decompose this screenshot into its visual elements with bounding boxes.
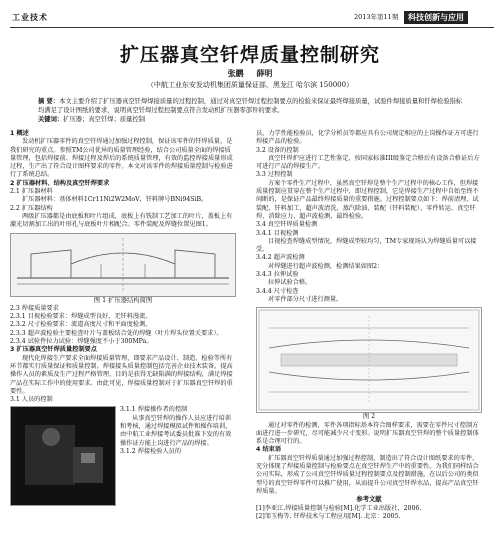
diffuser-drawing (11, 234, 235, 296)
paragraph: 两级扩压器都是由底板和叶片组成，底板上有铣制工艺加工的叶片，盖板上有激光切割加工出的叶形孔与底板叶片相配合。零件装配及焊缝位置见图1。 (10, 212, 233, 229)
right-column (256, 130, 482, 521)
references-title: 参考文献 (356, 496, 382, 504)
authors: 张鹏 薛明 (227, 68, 273, 78)
header-divider (10, 27, 494, 28)
subheading: 2.3 焊接质量要求 (10, 304, 59, 312)
paragraph: 目视检查焊缝成型情况，焊缝成型较均匀，TM专家现场认为焊缝质量可以接受。 (256, 237, 477, 254)
affiliation: （中航工业东安发动机集团质量保证部，黑龙江 哈尔滨 150000） (146, 81, 354, 89)
heading-1: 1 概述 (10, 130, 29, 137)
heading-4: 4 结束语 (256, 446, 282, 454)
subheading: 2.1 扩压器材料 (10, 188, 53, 196)
keywords-label: 关键词： (38, 116, 64, 123)
paragraph: 2.3.1 目视检验要求：焊缝成型良好，无钎料漫流。 (10, 313, 152, 321)
reference-item: [1]李亚江.焊接质量控制与检验[M].化学工业出版社，2006. (256, 504, 422, 512)
welding-operator-image (11, 407, 115, 505)
abstract-text: 本文主要介绍了扩压器真空钎焊焊接质量的过程控制，通过对真空钎焊过程控制要点的检验来保证最终焊接质量，试验件焊接质量和钎焊检验指标均满足了设计图纸的要求，说明真空钎焊过程控制要点符合发动机扩压器零部件的要求。 (38, 98, 463, 114)
subheading: 3.1.1 焊接操作者的控制 (120, 406, 188, 414)
subheading: 2.2 扩压器结构 (10, 204, 53, 212)
subheading: 3.4.1 目视检测 (256, 229, 299, 237)
operator-photo (10, 406, 116, 506)
paragraph: 2.3.4 试验件拉力试验：焊缝强度不小于300MPa。 (10, 338, 153, 346)
subheading: 3.4 真空钎焊质量检测 (256, 221, 318, 229)
figure-2-ultrasonic-result (256, 307, 482, 413)
journal-section: 工业技术 (12, 13, 48, 22)
paragraph: 对焊缝进行超声波检测，检测结果如图2： (268, 262, 384, 270)
section-3-1-block (10, 406, 236, 506)
paragraph: 对零件部分尺寸进行测量。 (268, 295, 343, 303)
left-column (10, 130, 236, 506)
subheading: 3.3 过程控制 (256, 171, 293, 179)
keywords: 扩压器；真空钎焊；质量控制 (63, 116, 146, 123)
paragraph: 2.3.2 尺寸检验要求：流道高度尺寸和平面度检测。 (10, 321, 152, 329)
section-badge: 科技创新与应用 (404, 11, 468, 24)
abstract (38, 97, 468, 124)
issue-number: 2013年第11期 (354, 13, 399, 21)
figure-1-caption: 图 1 扩压器结构简图 (93, 296, 153, 304)
paragraph: 扩压器材料：基体材料1Cr11Ni2W2MoV，钎料牌号BNi94SiB。 (22, 196, 208, 204)
heading-2: 2 扩压器材料、结构及真空钎焊要求 (10, 179, 110, 187)
running-header (10, 12, 494, 26)
figure-2-caption: 图 2 (362, 413, 376, 421)
subheading: 3.4.4 尺寸检查 (256, 287, 299, 295)
ultrasonic-scan-image (257, 308, 481, 412)
paragraph: 通过对零件的检测，零件各项指标基本符合图样要求，需要在零件尺寸控制方面进行进一步研究，尽可能减少尺寸变形。说明扩压器真空钎焊的整个质量控制体系是合理可行的。 (256, 421, 479, 446)
paragraph: 从事真空钎焊的操作人员应进行培训和考核，通过焊接模拟试件和操作培训，由中航工业焊接考试委员批准下发的有效操作证方能上岗进行产品的焊接。 (120, 414, 232, 447)
paragraph: 发动机扩压器零件的真空钎焊通过加强过程控制，保证该零件的钎焊质量，是我们研究的重点。参照TM公司优异的质量管理经验，结合公司质量全面的焊接质量管理，包括焊接前、焊接过程及焊后的系统质量管理，有效的监控焊接质量形成过程，生产出了符合设计图样要求的零件。本文对该零件的焊接质量控制与检验进行了系统总结。 (10, 138, 233, 179)
paragraph: 方案个零件生产过程中，虽然真空钎焊是整个生产过程中的核心工作，但焊接质量控制应贯穿在整个生产过程中，即过程控制，它是焊接生产过程中自始至终不间断的，是保证产品最终焊接质量的重要措施。过程控制要点如下：焊前清理、试装配、钎料加工、超声波清洗、蒸汽除油、装配（钎料装配）、零件转运、真空钎焊、消除应力、超声波检测、最终检验。 (256, 179, 479, 220)
paragraph: 2.3.3 超声波检验主要检查叶片与盖板结合处的焊缝（叶片焊头位置关要求）。 (10, 329, 223, 337)
paragraph: 扩压器真空钎焊质量通过加强过程控制，制造出了符合设计图纸要求的零件，充分体现了焊接质量控制与检验要点在真空钎焊生产中的重要性。为我们同样结合公司实际，形成了公司真空钎焊质量过程控制要点及控制措施，在以后公司的类似型号的真空钎焊零件可以推广使用，从而提升公司真空钎焊水品，提高产品真空钎焊质量。 (256, 454, 479, 495)
paragraph: 拉伸试验合格。 (268, 279, 312, 287)
subheading: 3.2 设备的控制 (256, 146, 299, 154)
heading-3: 3 扩压器真空钎焊质量控制要点 (10, 346, 97, 354)
paragraph: 真空钎焊炉应进行工艺性鉴定，按国家标准III级鉴定合格后有设备合格证后方可进行产品的焊接生产。 (256, 154, 480, 171)
abstract-label: 摘 要： (38, 98, 60, 105)
subheading: 3.1.2 焊接检验人员的 (120, 447, 182, 455)
figure-1-diffuser-structure (10, 233, 236, 297)
reference-item: [2]邹玉梅等. 钎焊技术与工程应用[M]. 北京：2005. (256, 512, 401, 520)
subheading: 3.4.2 超声波检测 (256, 254, 305, 262)
subheading: 3.1 人员的控制 (10, 396, 53, 404)
paragraph: 现代化焊接生产要求全面焊接质量管理，即要求产品设计、制造、检验等所有环节都实行质量保证和质量控制。焊接接头质量控制包括完善企业技术装备，提高操作人员的素质及生产过程严格管理，目的是获得无缺陷满的焊接结构，满足焊接产品在实际工作中的使用要求。由此可见，焊接质量控制对于扩压器真空钎焊的重要性。 (10, 354, 233, 395)
paragraph: 员，力学性能检验员，化学分析员等都应具有公司规定相应的上岗操作证方可进行焊接产品的检验。 (256, 130, 479, 146)
page-title: 扩压器真空钎焊质量控制研究 (119, 44, 380, 66)
subheading: 3.4.3 拉伸试验 (256, 271, 299, 279)
